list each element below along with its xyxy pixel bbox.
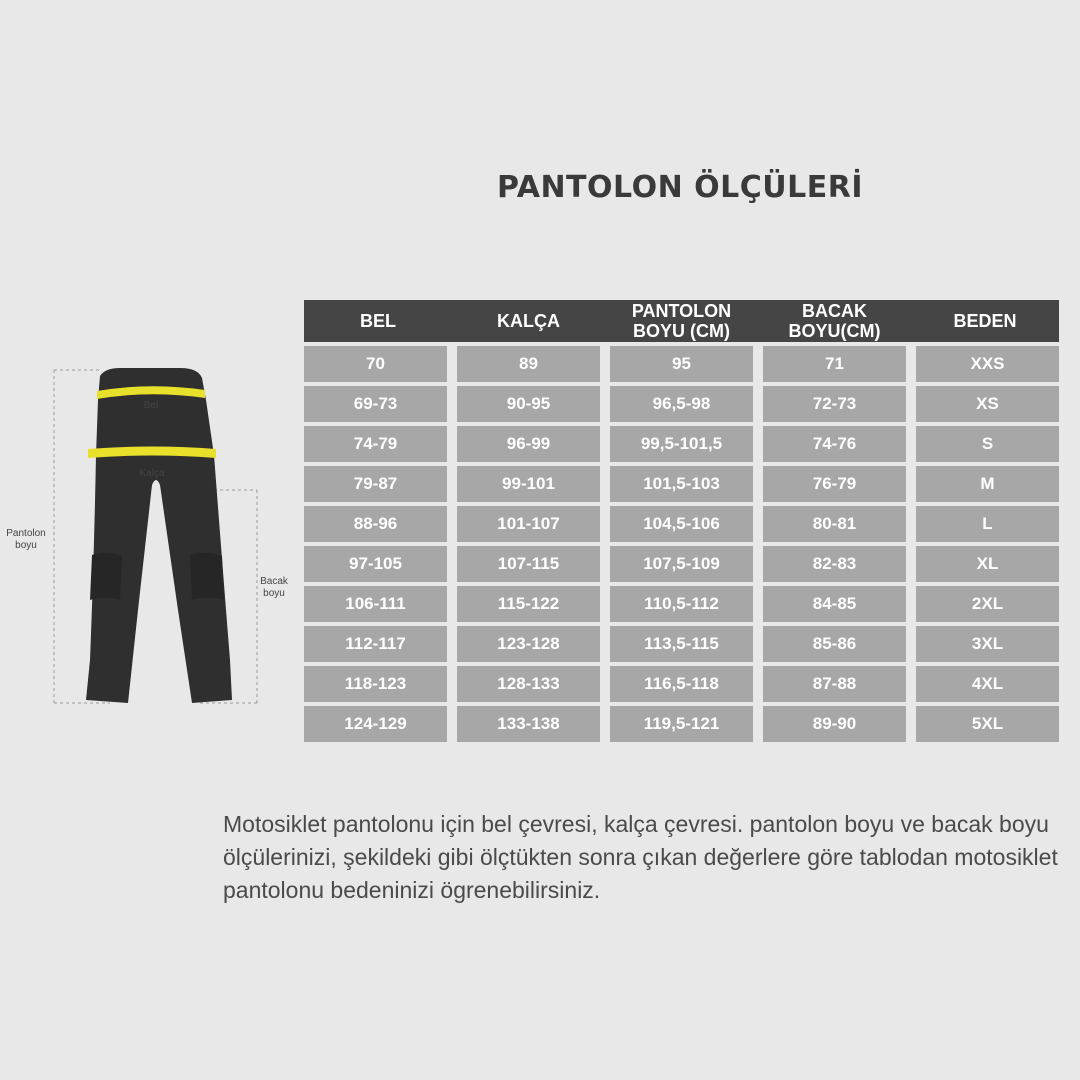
hip-cell: 123-128 (457, 626, 600, 662)
pants-length-cell: 96,5-98 (610, 386, 753, 422)
leg-length-cell: 84-85 (763, 586, 906, 622)
waist-cell: 124-129 (304, 706, 447, 742)
pants-length-cell: 110,5-112 (610, 586, 753, 622)
table-row (304, 342, 1059, 382)
waist-label: Bel (143, 400, 159, 411)
size-cell: XL (916, 546, 1059, 582)
pants-length-cell: 116,5-118 (610, 666, 753, 702)
pants-length-cell: 119,5-121 (610, 706, 753, 742)
waist-cell: 97-105 (304, 546, 447, 582)
waist-cell: 112-117 (304, 626, 447, 662)
table-row (304, 622, 1059, 662)
leg-length-cell: 87-88 (763, 666, 906, 702)
size-table (304, 300, 1059, 742)
column-header-leg-length: BACAK BOYU(CM) (758, 300, 911, 342)
leg-length-cell: 72-73 (763, 386, 906, 422)
table-row (304, 382, 1059, 422)
table-row (304, 582, 1059, 622)
hip-cell: 89 (457, 346, 600, 382)
pants-length-cell: 95 (610, 346, 753, 382)
page-title: PANTOLON ÖLÇÜLERİ (497, 170, 863, 205)
hip-cell: 128-133 (457, 666, 600, 702)
size-cell: XXS (916, 346, 1059, 382)
size-cell: 5XL (916, 706, 1059, 742)
hip-cell: 99-101 (457, 466, 600, 502)
pants-length-cell: 113,5-115 (610, 626, 753, 662)
table-row (304, 662, 1059, 702)
waist-cell: 79-87 (304, 466, 447, 502)
leg-length-cell: 85-86 (763, 626, 906, 662)
measurement-figure (0, 360, 300, 720)
hip-cell: 133-138 (457, 706, 600, 742)
size-cell: S (916, 426, 1059, 462)
size-cell: XS (916, 386, 1059, 422)
table-row (304, 502, 1059, 542)
leg-length-cell: 74-76 (763, 426, 906, 462)
waist-cell: 70 (304, 346, 447, 382)
column-header-hip: KALÇA (452, 300, 605, 342)
column-header-size: BEDEN (911, 300, 1059, 342)
table-row (304, 422, 1059, 462)
hip-cell: 90-95 (457, 386, 600, 422)
leg-length-cell: 82-83 (763, 546, 906, 582)
table-row (304, 542, 1059, 582)
table-header-row (304, 300, 1059, 342)
size-cell: 2XL (916, 586, 1059, 622)
pants-length-cell: 107,5-109 (610, 546, 753, 582)
leg-length-cell: 80-81 (763, 506, 906, 542)
column-header-pants-length: PANTOLON BOYU (CM) (605, 300, 758, 342)
pants-length-cell: 104,5-106 (610, 506, 753, 542)
waist-cell: 118-123 (304, 666, 447, 702)
waist-cell: 106-111 (304, 586, 447, 622)
hip-label: Kalça (139, 468, 165, 479)
pants-length-label: Pantolon boyu (6, 528, 46, 551)
size-cell: M (916, 466, 1059, 502)
column-header-waist: BEL (304, 300, 452, 342)
waist-cell: 88-96 (304, 506, 447, 542)
instructions-text: Motosiklet pantolonu için bel çevresi, kalça çevresi. pantolon boyu ve bacak boyu ölçülerinizi, şekildeki gibi ölçtükten sonra çıkan değerlere göre tablodan motosiklet pantolonu bedeninizi ögrenebilirsiniz. (223, 811, 1058, 903)
size-cell: L (916, 506, 1059, 542)
waist-cell: 74-79 (304, 426, 447, 462)
table-row (304, 702, 1059, 742)
pants-length-cell: 99,5-101,5 (610, 426, 753, 462)
hip-cell: 96-99 (457, 426, 600, 462)
leg-length-label: Bacak boyu (260, 576, 288, 599)
size-cell: 4XL (916, 666, 1059, 702)
hip-cell: 115-122 (457, 586, 600, 622)
hip-cell: 101-107 (457, 506, 600, 542)
leg-length-cell: 76-79 (763, 466, 906, 502)
leg-length-cell: 71 (763, 346, 906, 382)
hip-cell: 107-115 (457, 546, 600, 582)
waist-cell: 69-73 (304, 386, 447, 422)
size-cell: 3XL (916, 626, 1059, 662)
pants-length-cell: 101,5-103 (610, 466, 753, 502)
table-row (304, 462, 1059, 502)
leg-length-cell: 89-90 (763, 706, 906, 742)
